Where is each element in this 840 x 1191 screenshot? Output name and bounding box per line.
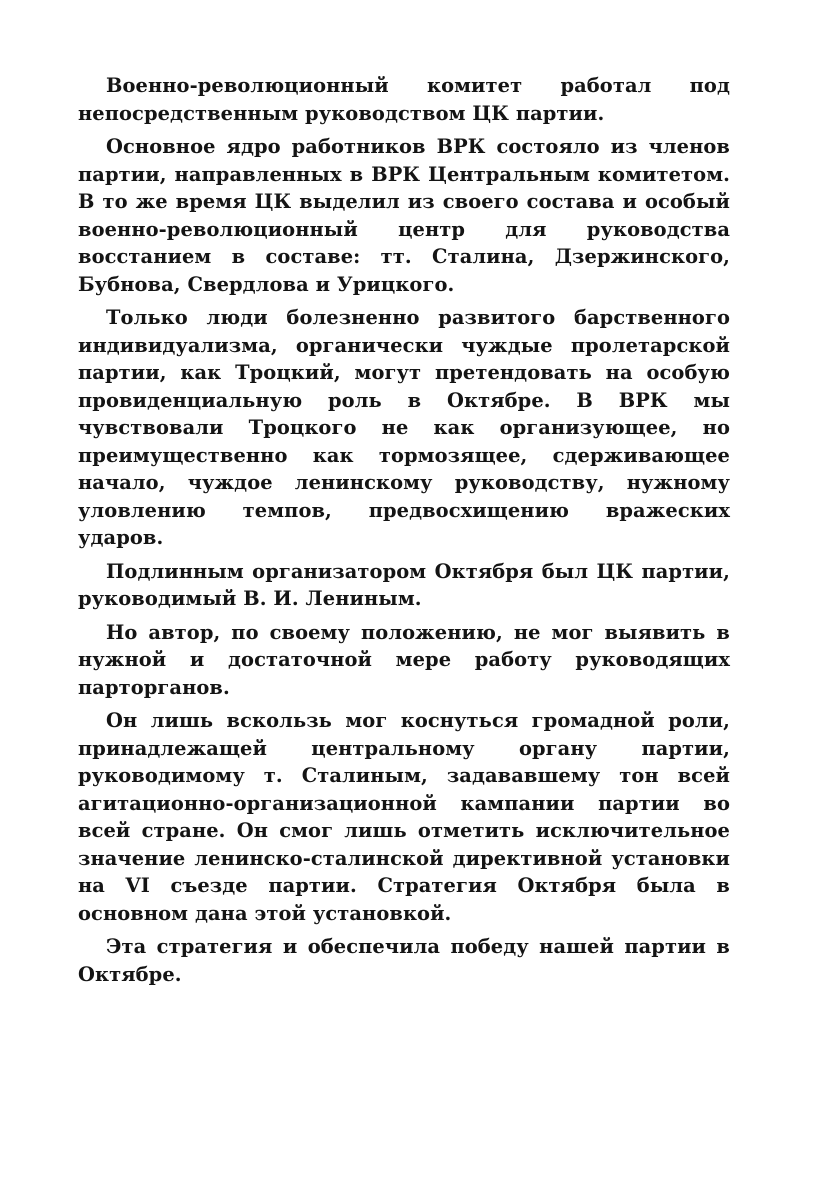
paragraph-4: Подлинным организатором Октября был ЦК партии, руководимый В. И. Лениным. (78, 559, 730, 610)
paragraph-2: Основное ядро работников ВРК состояло из членов партии, направленных в ВРК Центральным комитетом. В то же время ЦК выделил из своего состава и особый военно-революционный центр для руководства восстанием в составе: тт. Сталина, Дзержинского, Бубнова, Свердлова и Урицкого. (78, 135, 730, 296)
paragraph-6: Он лишь вскользь мог коснуться громадной роли, принадлежащей центральному органу партии, руководимому т. Сталиным, задававшему тон всей агитационно-организационной кампании партии во всей стране. Он смог лишь отметить исключительное значение ленинско-сталинской директивной установки на VI съезде партии. Стратегия Октября была в основном дана этой установкой. (78, 709, 730, 925)
paragraph-3: Только люди болезненно развитого барственного индивидуализма, органически чуждые пролетарской партии, как Троцкий, могут претендовать на особую провиденциальную роль в Октябре. В ВРК мы чувствовали Троцкого не как организующее, но преимущественно как тормозящее, сдерживающее начало, чуждое ленинскому руководству, нужному уловлению темпов, предвосхищению вражеских ударов. (78, 306, 730, 549)
paragraph-1: Военно-революционный комитет работал под непосредственным руководством ЦК партии. (78, 74, 730, 125)
paragraph-7: Эта стратегия и обеспечила победу нашей партии в Октябре. (78, 935, 730, 986)
body-text (78, 72, 730, 994)
paragraph-5: Но автор, по своему положению, не мог выявить в нужной и достаточной мере работу руководящих парторганов. (78, 620, 730, 699)
